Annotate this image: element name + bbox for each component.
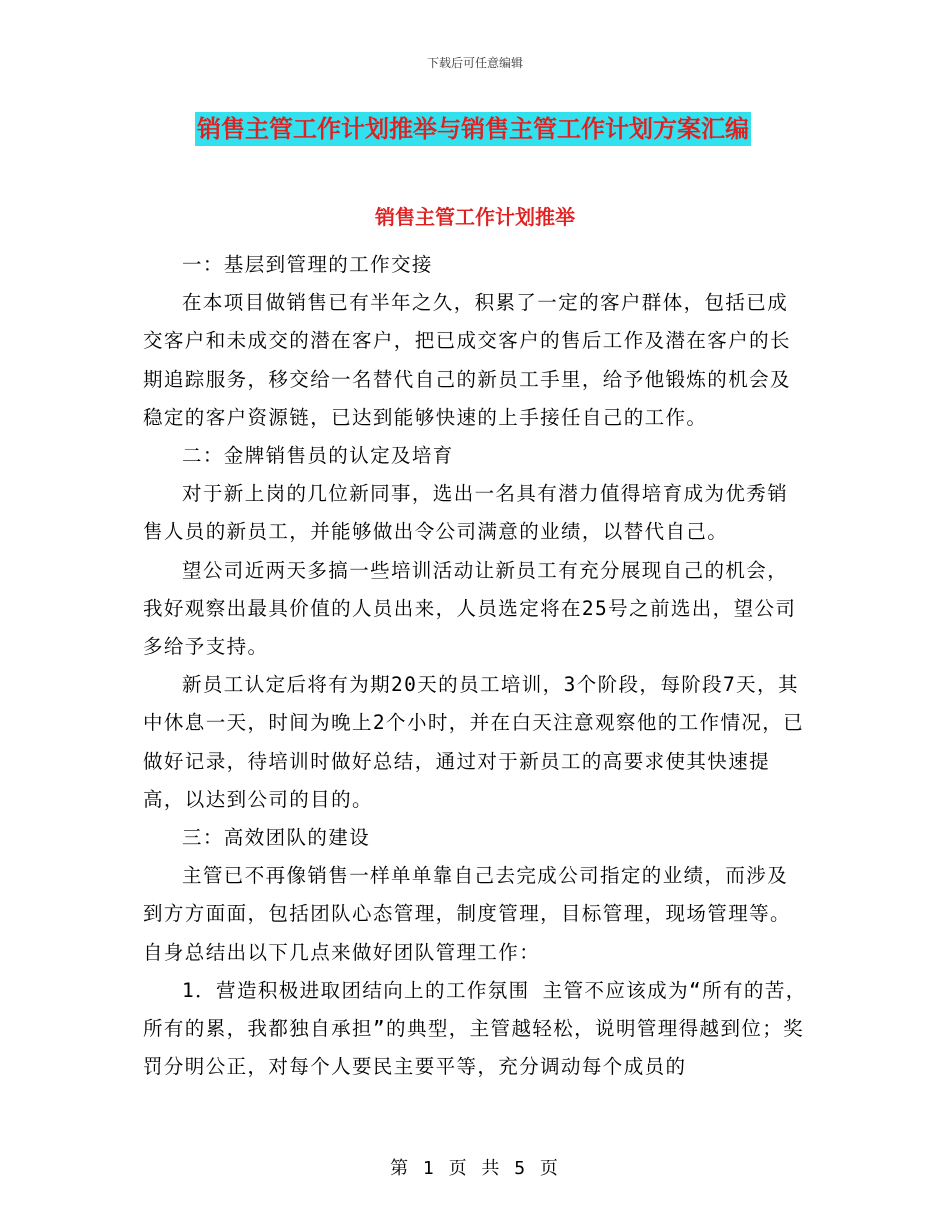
heading-handover: 一：基层到管理的工作交接 <box>182 253 433 276</box>
paragraph-atmosphere: 1．营造积极进取团结向上的工作氛围 主管不应该成为“所有的苦，所有的累，我都独自承担”的典型，主管越轻松，说明管理得越到位；奖罚分明公正，对每个人要民主要平等，充分调动每个成员的 <box>143 978 807 1079</box>
heading-gold-sales: 二：金牌销售员的认定及培育 <box>182 444 454 468</box>
paragraph-training-request: 望公司近两天多搞一些培训活动让新员工有充分展现自己的机会，我好观察出最具价值的人员出来，人员选定将在25号之前选出，望公司多给予支持。 <box>143 558 797 659</box>
paragraph-handover: 在本项目做销售已有半年之久，积累了一定的客户群体，包括已成交客户和未成交的潜在客户，把已成交客户的售后工作及潜在客户的长期追踪服务，移交给一名替代自己的新员工手里，给予他锻炼的机会及稳定的客户资源链，已达到能够快速的上手接任自己的工作。 <box>143 291 791 429</box>
heading-team-building: 三：高效团队的建设 <box>182 826 371 850</box>
paragraph-new-colleagues: 对于新上岗的几位新同事，选出一名具有潜力值得培育成为优秀销售人员的新员工，并能够做出令公司满意的业绩，以替代自己。 <box>143 482 789 544</box>
paragraph-training-plan: 新员工认定后将有为期20天的员工培训，3个阶段，每阶段7天，其中休息一天，时间为晚上2个小时，并在白天注意观察他的工作情况，已做好记录，待培训时做好总结，通过对于新员工的高要求使其快速提高，以达到公司的目的。 <box>143 673 805 811</box>
document-title: 销售主管工作计划推举与销售主管工作计划方案汇编 <box>195 112 751 146</box>
document-body <box>143 246 808 1086</box>
header-note: 下载后可任意编辑 <box>426 56 523 70</box>
paragraph-team-management: 主管已不再像销售一样单单靠自己去完成公司指定的业绩，而涉及到方方面面，包括团队心态管理，制度管理，目标管理，现场管理等。自身总结出以下几点来做好团队管理工作： <box>143 864 791 964</box>
section-title: 销售主管工作计划推举 <box>375 205 575 229</box>
page-number: 第 1 页 共 5 页 <box>390 1158 560 1179</box>
